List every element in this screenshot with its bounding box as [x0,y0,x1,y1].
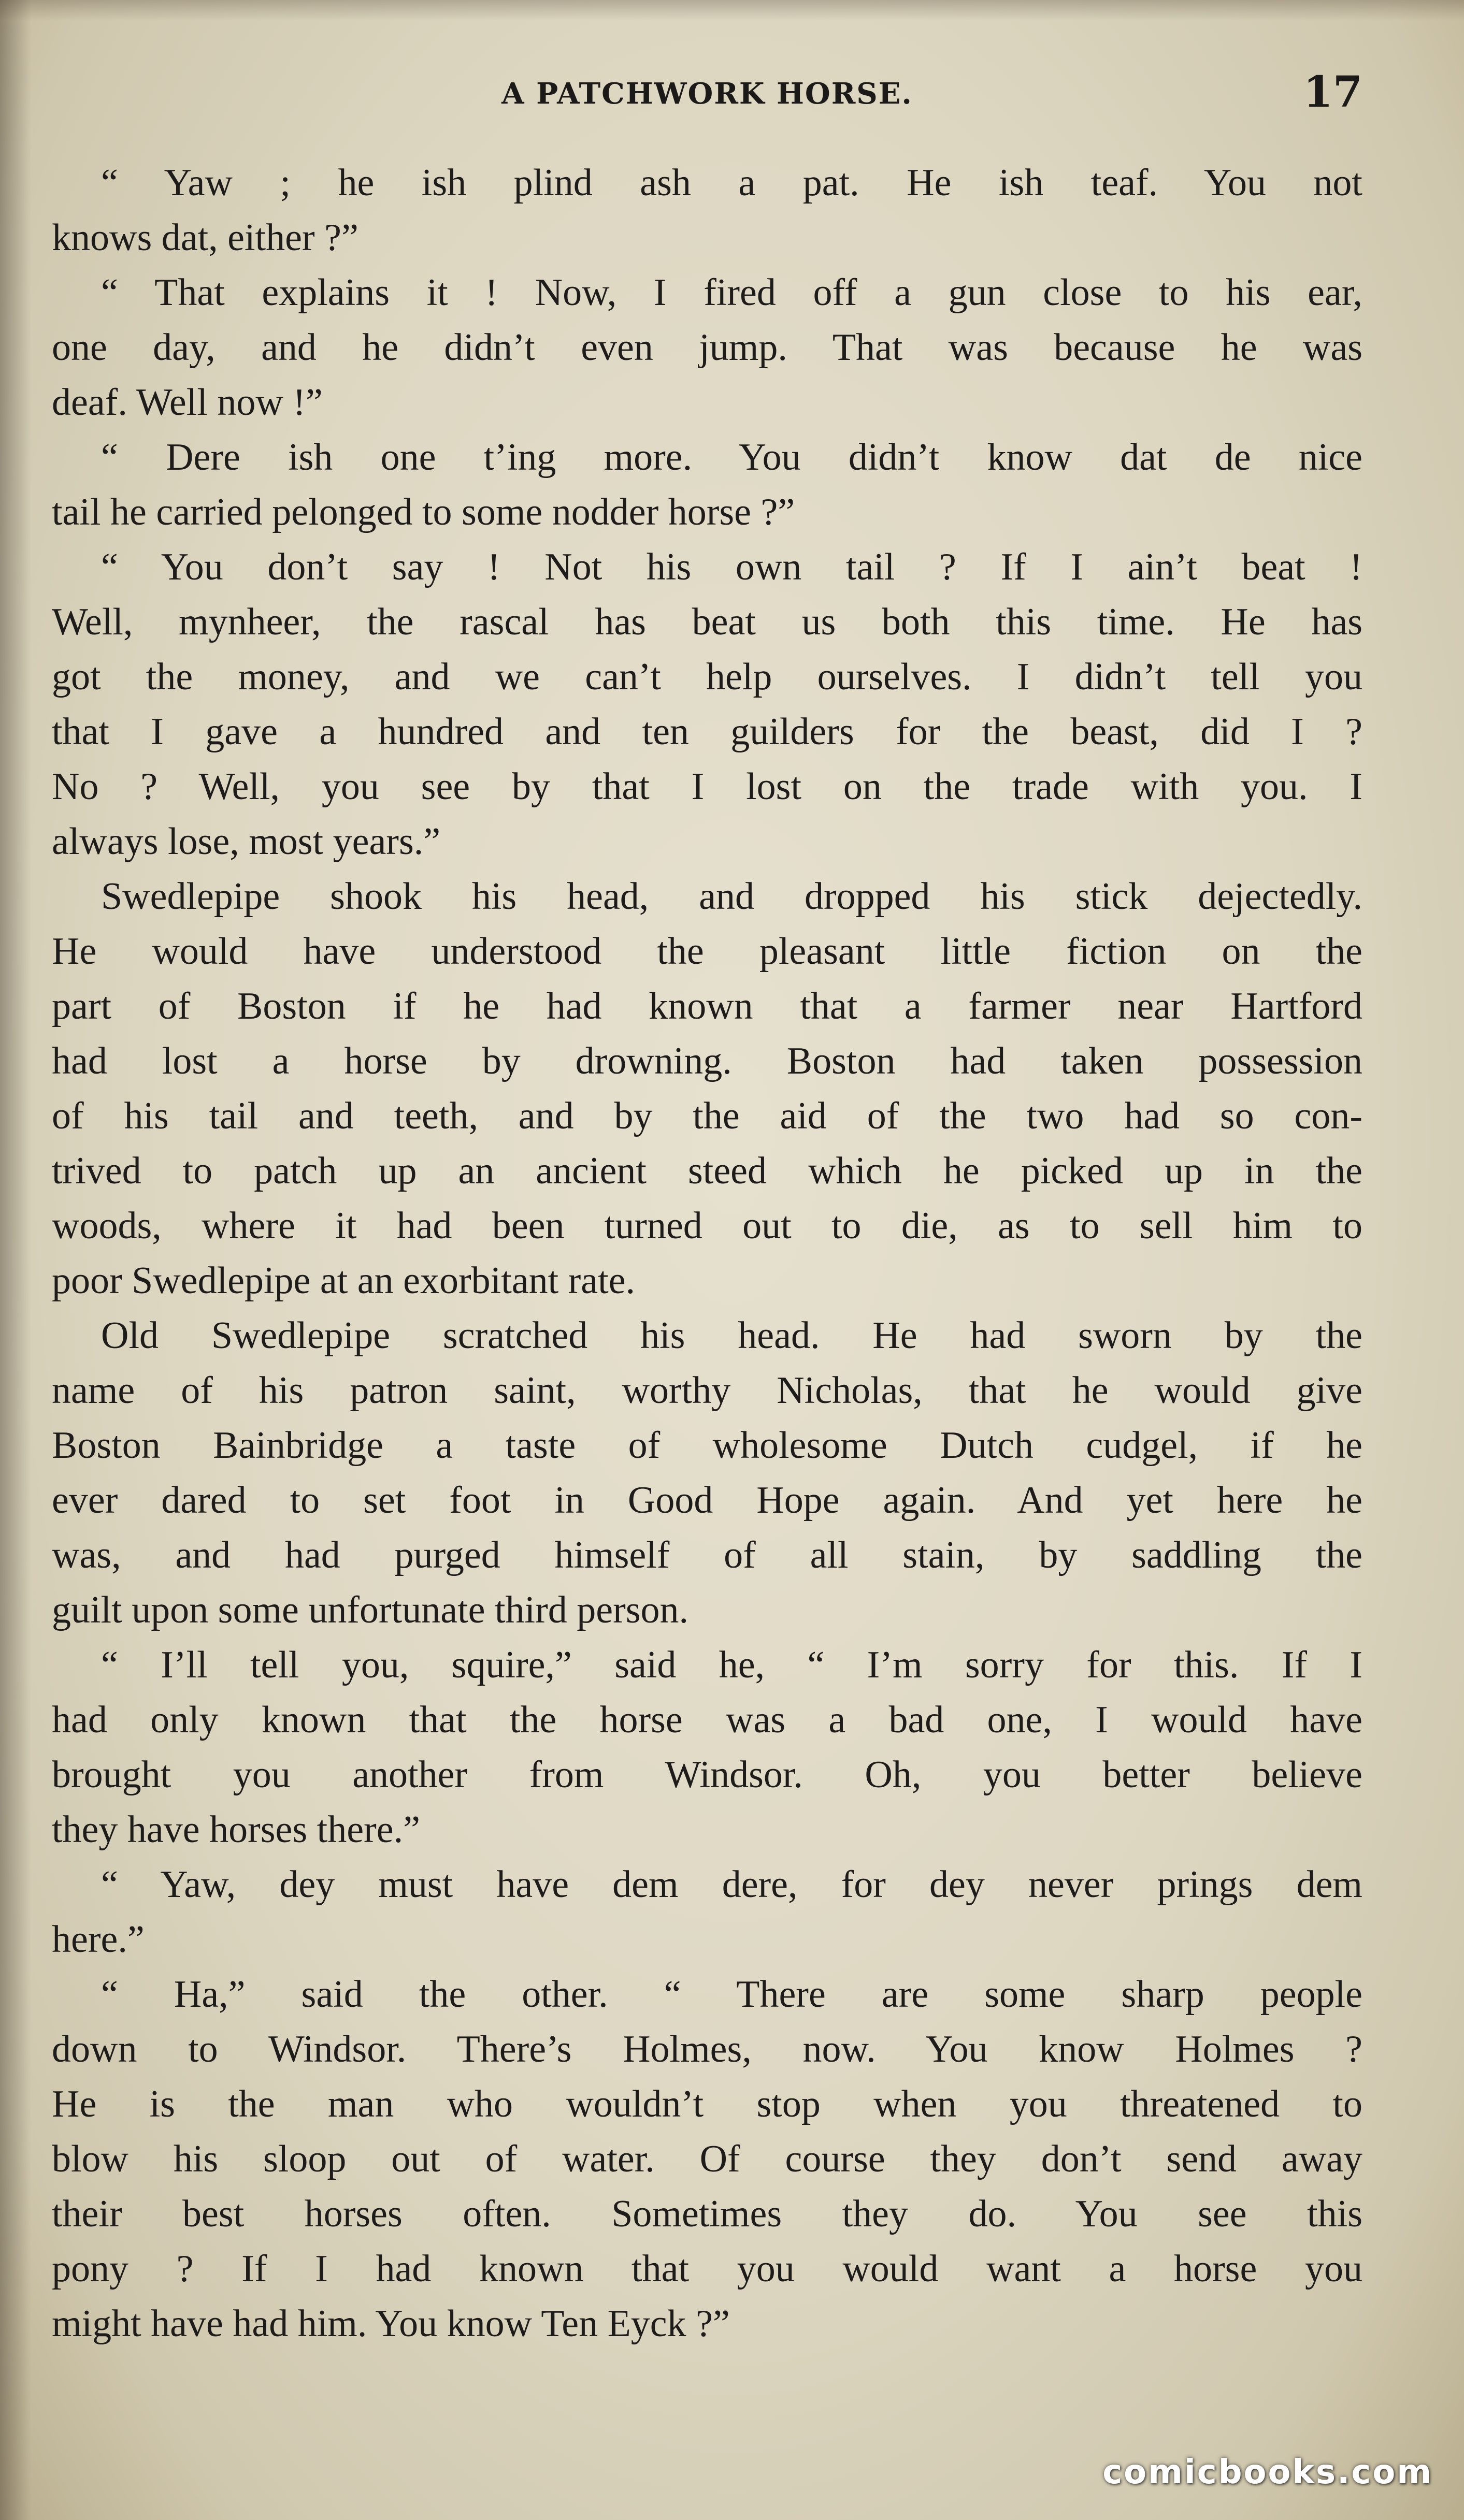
text-line: “ You don’t say ! Not his own tail ? If I ain’t beat ! [101,546,1362,588]
text-line: of his tail and teeth, and by the aid of the two had so con- [52,1095,1362,1137]
text-line: they have horses there.” [52,1808,420,1851]
text-line: had lost a horse by drowning. Boston had taken possession [52,1040,1362,1082]
text-line: their best horses often. Sometimes they do. You see this [52,2193,1362,2235]
text-line: part of Boston if he had known that a farmer near Hartford [52,985,1362,1027]
text-body [52,155,1362,2351]
text-line: name of his patron saint, worthy Nicholas, that he would give [52,1369,1362,1412]
text-line: Swedlepipe shook his head, and dropped his stick dejectedly. [101,875,1362,918]
text-line: knows dat, either ?” [52,216,358,259]
text-line: might have had him. You know Ten Eyck ?” [52,2302,730,2345]
page-top-shadow [0,0,1464,21]
text-line: blow his sloop out of water. Of course they don’t send away [52,2138,1362,2180]
text-line: that I gave a hundred and ten guilders for the beast, did I ? [52,711,1362,753]
text-line: No ? Well, you see by that I lost on the trade with you. I [52,765,1362,808]
text-line: “ I’ll tell you, squire,” said he, “ I’m sorry for this. If I [101,1644,1362,1686]
text-line: ever dared to set foot in Good Hope again. And yet here he [52,1479,1362,1522]
text-line: He is the man who wouldn’t stop when you threatened to [52,2083,1362,2125]
text-line: “ Ha,” said the other. “ There are some sharp people [101,1973,1362,2016]
text-line: had only known that the horse was a bad one, I would have [52,1699,1362,1741]
text-line: down to Windsor. There’s Holmes, now. You know Holmes ? [52,2028,1362,2070]
text-line: Well, mynheer, the rascal has beat us both this time. He has [52,601,1362,643]
text-line: guilt upon some unfortunate third person. [52,1589,689,1631]
text-line: He would have understood the pleasant little fiction on the [52,930,1362,973]
text-line: “ That explains it ! Now, I fired off a gun close to his ear, [101,271,1362,314]
text-line: here.” [52,1918,145,1961]
page-edge-shadow [0,0,31,2520]
text-line: poor Swedlepipe at an exorbitant rate. [52,1259,636,1302]
text-line: was, and had purged himself of all stain, by saddling the [52,1534,1362,1576]
text-line: Old Swedlepipe scratched his head. He had sworn by the [101,1314,1362,1357]
watermark: comicbooks.com [1102,2453,1433,2492]
page-number: 17 [1303,67,1362,117]
running-title: A PATCHWORK HORSE. [501,77,913,111]
text-line: pony ? If I had known that you would want a horse you [52,2248,1362,2290]
text-line: “ Yaw, dey must have dem dere, for dey never prings dem [101,1863,1362,1906]
text-line: one day, and he didn’t even jump. That was because he was [52,326,1362,369]
text-line: Boston Bainbridge a taste of wholesome Dutch cudgel, if he [52,1424,1362,1467]
text-line: brought you another from Windsor. Oh, you better believe [52,1754,1362,1796]
text-line: “ Yaw ; he ish plind ash a pat. He ish teaf. You not [101,162,1362,204]
text-line: deaf. Well now !” [52,381,323,424]
text-line: woods, where it had been turned out to die, as to sell him to [52,1205,1362,1247]
text-line: trived to patch up an ancient steed which he picked up in the [52,1150,1362,1192]
text-line: always lose, most years.” [52,820,441,863]
running-head [52,67,1362,124]
text-line: got the money, and we can’t help ourselves. I didn’t tell you [52,656,1362,698]
text-line: tail he carried pelonged to some nodder horse ?” [52,491,795,533]
text-line: “ Dere ish one t’ing more. You didn’t know dat de nice [101,436,1362,479]
